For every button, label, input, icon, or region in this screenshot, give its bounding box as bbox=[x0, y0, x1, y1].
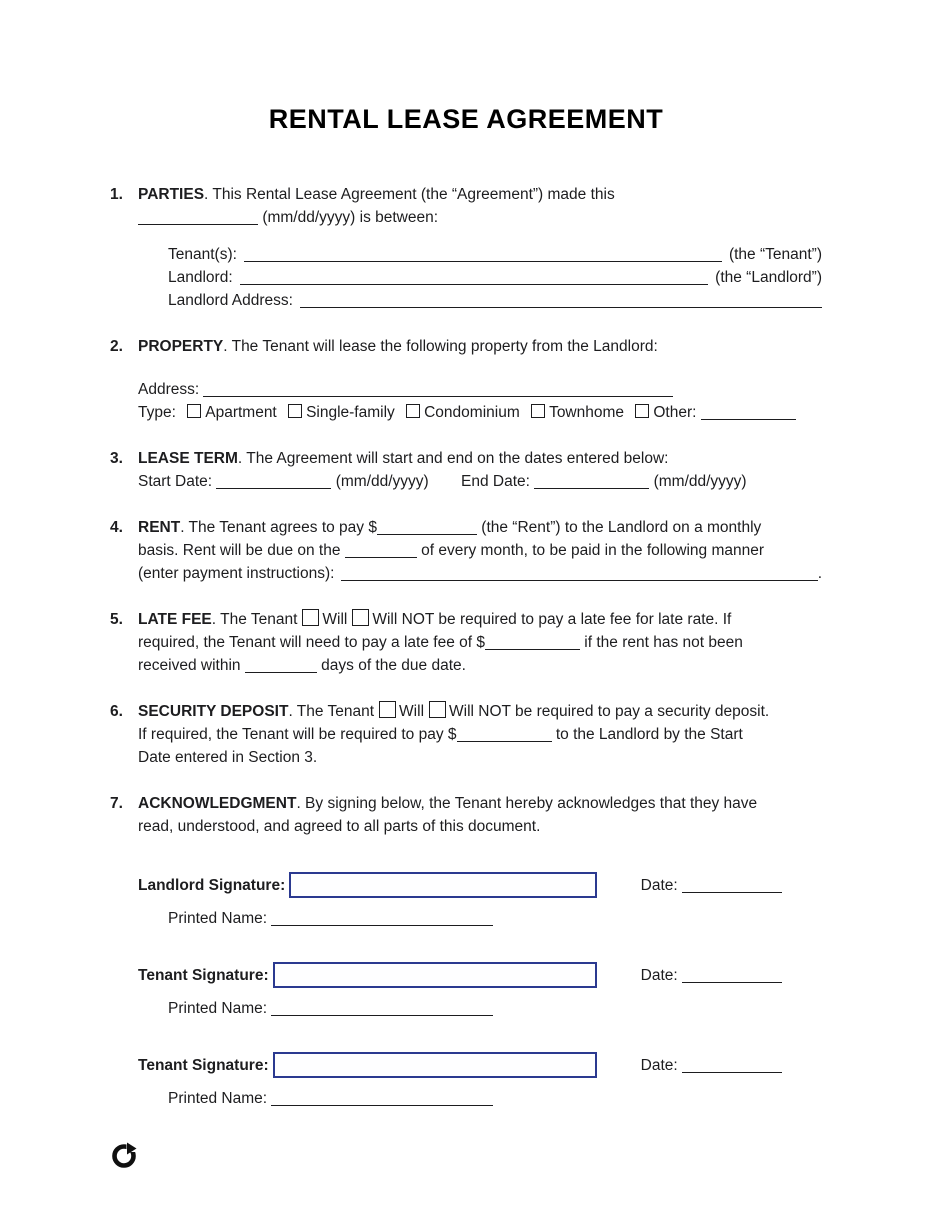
landlord-signature-row bbox=[138, 872, 822, 898]
rent-text: . bbox=[817, 565, 822, 582]
printed-name-blank bbox=[271, 1001, 493, 1016]
signature-date-blank bbox=[682, 878, 782, 893]
section-acknowledgment bbox=[110, 792, 822, 838]
end-date-format: (mm/dd/yyyy) bbox=[653, 473, 747, 490]
will-label: Will bbox=[322, 611, 348, 628]
property-address-blank bbox=[203, 382, 673, 397]
section-heading: PARTIES bbox=[138, 186, 205, 203]
signature-date-blank bbox=[682, 1058, 782, 1073]
late-days-blank bbox=[245, 658, 317, 673]
security-deposit-text: to the Landlord by the Start bbox=[555, 726, 743, 743]
section-number: 4. bbox=[110, 519, 123, 536]
parties-fields bbox=[168, 243, 822, 312]
rent-text: basis. Rent will be due on the bbox=[138, 542, 341, 559]
landlord-row bbox=[168, 266, 822, 289]
signature-date-blank bbox=[682, 968, 782, 983]
security-deposit-text: . The Tenant bbox=[288, 703, 375, 720]
end-date-label: End Date: bbox=[461, 473, 530, 490]
late-fee-line-2 bbox=[138, 631, 822, 654]
section-heading: ACKNOWLEDGMENT bbox=[138, 795, 297, 812]
agreement-date-blank bbox=[138, 210, 258, 225]
late-fee-amount-blank bbox=[485, 635, 580, 650]
parties-line-1 bbox=[138, 183, 822, 206]
section-heading: LEASE TERM bbox=[138, 450, 238, 467]
will-not-label: Will NOT bbox=[449, 703, 511, 720]
section-lease-term bbox=[110, 447, 822, 493]
tenant-suffix: (the “Tenant”) bbox=[728, 246, 822, 263]
circular-arrow-icon bbox=[110, 1142, 138, 1170]
section-property bbox=[110, 335, 822, 424]
condominium-checkbox[interactable] bbox=[406, 404, 420, 418]
parties-text: . This Rental Lease Agreement (the “Agreement”) made this bbox=[204, 186, 615, 203]
section-late-fee bbox=[110, 608, 822, 677]
date-group bbox=[641, 964, 782, 987]
security-deposit-amount-blank bbox=[457, 727, 552, 742]
late-fee-text: . The Tenant bbox=[211, 611, 298, 628]
rent-text: of every month, to be paid in the following manner bbox=[421, 542, 765, 559]
deposit-will-not-checkbox[interactable] bbox=[429, 701, 446, 718]
single-family-checkbox[interactable] bbox=[288, 404, 302, 418]
late-fee-text: if the rent has not been bbox=[584, 634, 743, 651]
rent-line-3 bbox=[138, 562, 822, 585]
section-heading: SECURITY DEPOSIT bbox=[138, 703, 289, 720]
will-not-label: Will NOT bbox=[372, 611, 435, 628]
section-number: 7. bbox=[110, 795, 123, 812]
property-type-row bbox=[138, 401, 822, 424]
late-fee-line-3 bbox=[138, 654, 822, 677]
type-option-label: Townhome bbox=[549, 404, 625, 421]
landlord-address-row bbox=[168, 289, 822, 312]
acknowledgment-line-2 bbox=[138, 815, 822, 838]
late-fee-text: received within bbox=[138, 657, 241, 674]
townhome-checkbox[interactable] bbox=[531, 404, 545, 418]
rent-line-1 bbox=[138, 516, 822, 539]
date-label: Date: bbox=[640, 876, 678, 894]
lease-term-line-1 bbox=[138, 447, 822, 470]
parties-line-2 bbox=[138, 206, 822, 229]
late-fee-line-1 bbox=[138, 608, 822, 631]
type-option-label: Condominium bbox=[424, 404, 520, 421]
start-date-label: Start Date: bbox=[138, 473, 213, 490]
lease-term-dates-row bbox=[138, 470, 822, 493]
type-label: Type: bbox=[138, 404, 176, 421]
security-deposit-text: Date entered in Section 3. bbox=[138, 749, 318, 766]
tenant-signature-field-1[interactable] bbox=[273, 962, 597, 988]
type-option-label: Apartment bbox=[205, 404, 277, 421]
printed-name-row bbox=[168, 1087, 822, 1110]
acknowledgment-line-1 bbox=[138, 792, 822, 815]
security-deposit-text: If required, the Tenant will be required to pay $ bbox=[138, 726, 457, 743]
printed-name-label: Printed Name: bbox=[168, 1090, 268, 1107]
rent-line-2 bbox=[138, 539, 822, 562]
other-checkbox[interactable] bbox=[635, 404, 649, 418]
tenant-signature-field-2[interactable] bbox=[273, 1052, 597, 1078]
late-fee-will-not-checkbox[interactable] bbox=[352, 609, 369, 626]
tenant-name-blank bbox=[244, 247, 722, 262]
printed-name-blank bbox=[271, 911, 493, 926]
section-rent bbox=[110, 516, 822, 585]
property-text: . The Tenant will lease the following property from the Landlord: bbox=[223, 338, 658, 355]
printed-name-label: Printed Name: bbox=[168, 910, 268, 927]
due-day-blank bbox=[345, 543, 417, 558]
other-type-blank bbox=[701, 405, 796, 420]
security-deposit-line-2 bbox=[138, 723, 822, 746]
printed-name-label: Printed Name: bbox=[168, 1000, 268, 1017]
landlord-label: Landlord: bbox=[168, 269, 233, 286]
rent-amount-blank bbox=[377, 520, 477, 535]
date-group bbox=[641, 874, 782, 897]
security-deposit-text: be required to pay a security deposit. bbox=[515, 703, 770, 720]
acknowledgment-text: read, understood, and agreed to all parts of this document. bbox=[138, 818, 541, 835]
start-date-blank bbox=[216, 474, 331, 489]
date-label: Date: bbox=[640, 966, 678, 984]
security-deposit-line-3 bbox=[138, 746, 822, 769]
end-date-blank bbox=[534, 474, 649, 489]
lease-term-text: . The Agreement will start and end on the dates entered below: bbox=[237, 450, 669, 467]
rent-text: (the “Rent”) to the Landlord on a monthly bbox=[481, 519, 762, 536]
type-option-label: Single-family bbox=[306, 404, 395, 421]
property-address-row bbox=[138, 378, 822, 401]
tenant-signature-row-2 bbox=[138, 1052, 822, 1078]
section-security-deposit bbox=[110, 700, 822, 769]
parties-text: (mm/dd/yyyy) is between: bbox=[262, 209, 439, 226]
landlord-suffix: (the “Landlord”) bbox=[715, 269, 822, 286]
tenant-signature-row-1 bbox=[138, 962, 822, 988]
section-heading: LATE FEE bbox=[138, 611, 212, 628]
late-fee-text: required, the Tenant will need to pay a late fee of $ bbox=[138, 634, 485, 651]
landlord-signature-label: Landlord Signature: bbox=[138, 876, 286, 894]
signature-block bbox=[138, 872, 822, 1110]
date-label: Date: bbox=[640, 1056, 678, 1074]
start-date-format: (mm/dd/yyyy) bbox=[335, 473, 429, 490]
landlord-signature-field[interactable] bbox=[289, 872, 596, 898]
address-label: Address: bbox=[138, 381, 200, 398]
printed-name-row bbox=[168, 907, 822, 930]
other-label: Other: bbox=[653, 404, 697, 421]
section-parties bbox=[110, 183, 822, 312]
late-fee-text: be required to pay a late fee for late rate. If bbox=[438, 611, 732, 628]
rent-text: . The Tenant agrees to pay $ bbox=[180, 519, 377, 536]
payment-instructions-blank bbox=[341, 566, 817, 581]
section-number: 1. bbox=[110, 186, 123, 203]
acknowledgment-text: . By signing below, the Tenant hereby acknowledges that they have bbox=[296, 795, 758, 812]
tenant-label: Tenant(s): bbox=[168, 246, 237, 263]
tenant-signature-label: Tenant Signature: bbox=[138, 966, 269, 984]
footer-logo bbox=[110, 1142, 822, 1172]
deposit-will-checkbox[interactable] bbox=[379, 701, 396, 718]
section-number: 3. bbox=[110, 450, 123, 467]
tenant-signature-label: Tenant Signature: bbox=[138, 1056, 269, 1074]
printed-name-blank bbox=[271, 1091, 493, 1106]
section-heading: PROPERTY bbox=[138, 338, 224, 355]
section-number: 5. bbox=[110, 611, 123, 628]
payment-instructions-label: (enter payment instructions): bbox=[138, 565, 335, 582]
late-fee-will-checkbox[interactable] bbox=[302, 609, 319, 626]
page-title: RENTAL LEASE AGREEMENT bbox=[268, 104, 664, 134]
late-fee-text: days of the due date. bbox=[321, 657, 466, 674]
landlord-name-blank bbox=[240, 270, 709, 285]
apartment-checkbox[interactable] bbox=[187, 404, 201, 418]
section-number: 2. bbox=[110, 338, 123, 355]
date-group bbox=[641, 1054, 782, 1077]
landlord-address-label: Landlord Address: bbox=[168, 292, 293, 309]
security-deposit-line-1 bbox=[138, 700, 822, 723]
landlord-address-blank bbox=[300, 293, 822, 308]
property-line-1 bbox=[138, 335, 822, 358]
printed-name-row bbox=[168, 997, 822, 1020]
tenant-row bbox=[168, 243, 822, 266]
will-label: Will bbox=[399, 703, 425, 720]
section-number: 6. bbox=[110, 703, 123, 720]
section-heading: RENT bbox=[138, 519, 181, 536]
